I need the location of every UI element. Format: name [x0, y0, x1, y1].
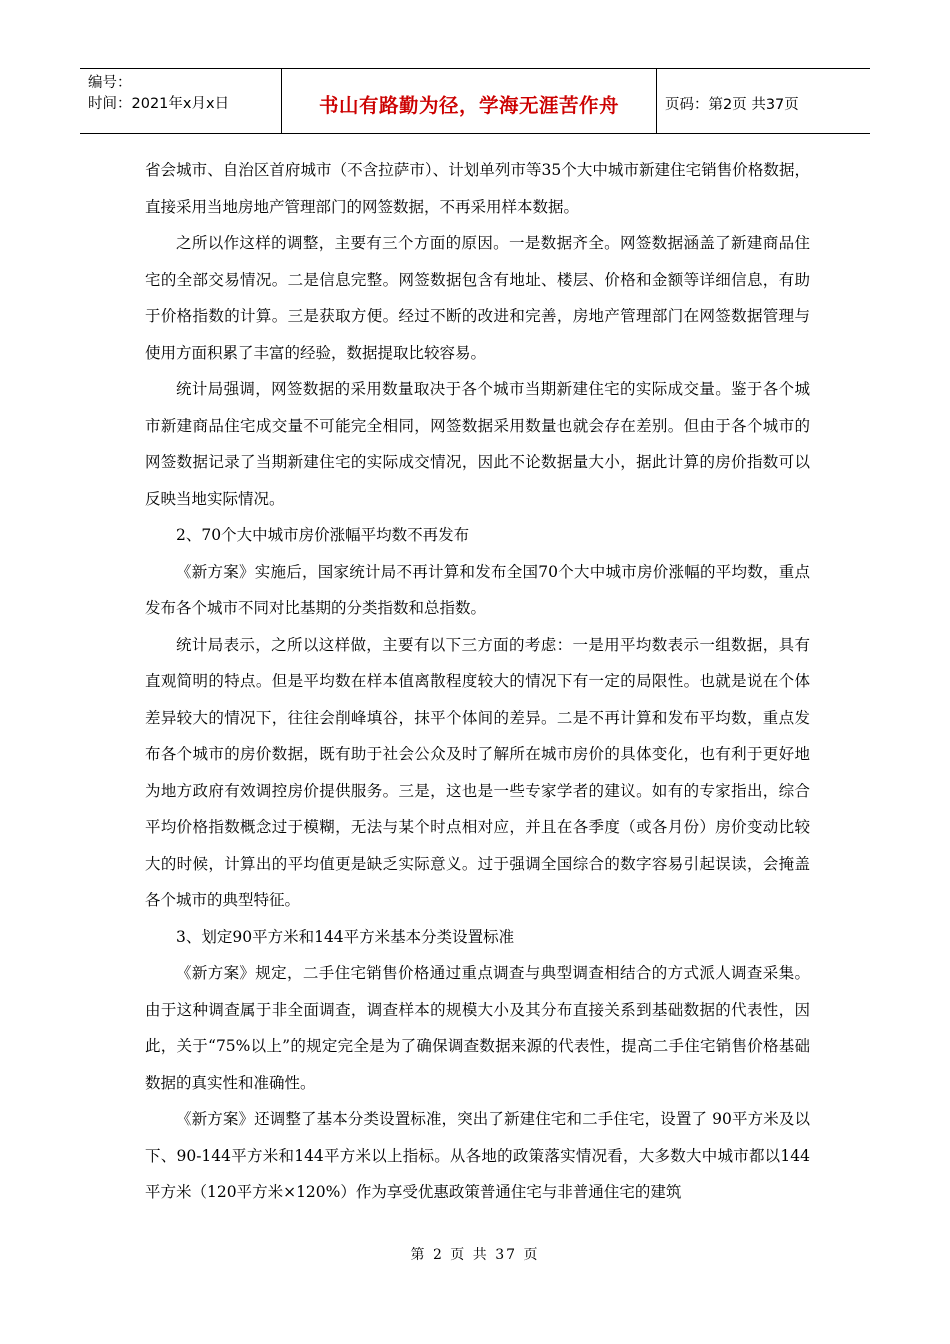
- body-paragraph: 《新方案》规定，二手住宅销售价格通过重点调查与典型调查相结合的方式派人调查采集。由于这种调查属于非全面调查，调查样本的规模大小及其分布直接关系到基础数据的代表性，因此，关于“75%以上”的规定完全是为了确保调查数据来源的代表性，提高二手住宅销售价格基础数据的真实性和准确性。: [145, 964, 810, 1092]
- header-date-label: 时间：2021年x月x日: [88, 96, 230, 112]
- document-body: [145, 152, 810, 1211]
- body-paragraph: 《新方案》实施后，国家统计局不再计算和发布全国70个大中城市房价涨幅的平均数，重点发布各个城市不同对比基期的分类指数和总指数。: [145, 562, 810, 617]
- document-header: [80, 68, 870, 134]
- header-number-label: 编号：: [88, 75, 132, 91]
- body-paragraph: 统计局表示，之所以这样做，主要有以下三方面的考虑：一是用平均数表示一组数据，具有直观简明的特点。但是平均数在样本值离散程度较大的情况下有一定的局限性。也就是说在个体差异较大的情况下，往往会削峰填谷，抹平个体间的差异。二是不再计算和发布平均数，重点发布各个城市的房价数据，既有助于社会公众及时了解所在城市房价的具体变化，也有利于更好地为地方政府有效调控房价提供服务。三是，这也是一些专家学者的建议。如有的专家指出，综合平均价格指数概念过于模糊，无法与某个时点相对应，并且在各季度（或各月份）房价变动比较大的时候，计算出的平均值更是缺乏实际意义。过于强调全国综合的数字容易引起误读，会掩盖各个城市的典型特征。: [145, 635, 810, 909]
- body-paragraph: 统计局强调，网签数据的采用数量取决于各个城市当期新建住宅的实际成交量。鉴于各个城市新建商品住宅成交量不可能完全相同，网签数据采用数量也就会存在差别。但由于各个城市的网签数据记录了当期新建住宅的实际成交情况，因此不论数据量大小，据此计算的房价指数可以反映当地实际情况。: [145, 380, 810, 508]
- header-page-info: 页码：第2页 共37页: [665, 96, 799, 113]
- body-paragraph: 之所以作这样的调整，主要有三个方面的原因。一是数据齐全。网签数据涵盖了新建商品住宅的全部交易情况。二是信息完整。网签数据包含有地址、楼层、价格和金额等详细信息，有助于价格指数的计算。三是获取方便。经过不断的改进和完善，房地产管理部门在网签数据管理与使用方面积累了丰富的经验，数据提取比较容易。: [145, 234, 810, 362]
- section-heading: 3、划定90平方米和144平方米基本分类设置标准: [176, 927, 515, 946]
- header-meta-cell: [80, 69, 282, 133]
- header-motto: 书山有路勤为径，学海无涯苦作舟: [282, 69, 657, 133]
- page-footer: 第 2 页 共 37 页: [410, 1247, 540, 1263]
- body-paragraph: 省会城市、自治区首府城市（不含拉萨市）、计划单列市等35个大中城市新建住宅销售价格数据，直接采用当地房地产管理部门的网签数据，不再采用样本数据。: [145, 161, 810, 216]
- body-paragraph: 《新方案》还调整了基本分类设置标准，突出了新建住宅和二手住宅，设置了 90平方米及以下、90-144平方米和144平方米以上指标。从各地的政策落实情况看，大多数大中城市都以144平方米（120平方米×120%）作为享受优惠政策普通住宅与非普通住宅的建筑: [145, 1110, 810, 1201]
- section-heading: 2、70个大中城市房价涨幅平均数不再发布: [176, 526, 470, 544]
